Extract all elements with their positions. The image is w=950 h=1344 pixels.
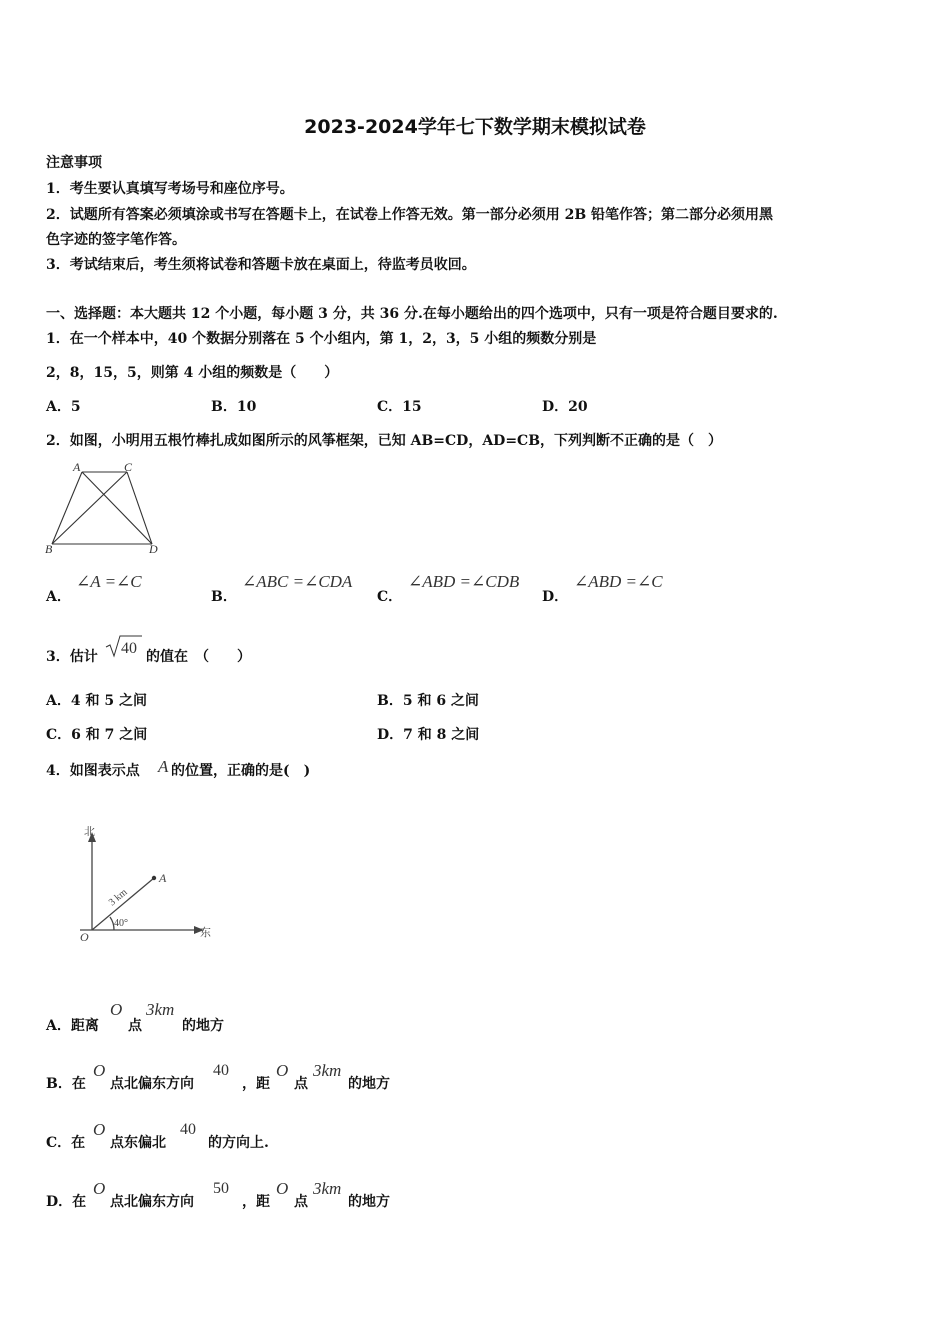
q4-option-b-dian: 点 [294,1076,308,1092]
q2-stem: 2．如图，小明用五根竹棒扎成如图所示的风筝框架，已知 AB=CD，AD=CB，下列判断不正确的是（ ） [46,433,723,449]
q2-option-a-math: ∠A =∠C [76,572,142,591]
q4-option-b-tail: 的地方 [348,1076,390,1092]
q4-option-b-deg: 40 [213,1062,229,1079]
q2-option-d-letter: D． [542,589,569,605]
q4-option-c-deg: 40 [180,1121,196,1138]
q4-option-a-dian: 点 [128,1018,142,1034]
q2-option-a-letter: A． [46,589,71,605]
q4-option-d-letter: D．在 [46,1194,87,1210]
q4-option-c-o: O [93,1120,106,1139]
q4-option-b-dist: 3km [313,1061,342,1080]
q4-option-d-tail: 的地方 [348,1194,390,1210]
q4-option-a-letter: A．距离 [46,1018,99,1034]
q3-radicand: 40 [121,640,137,657]
notice-item-3: 3．考试结束后，考生须将试卷和答题卡放在桌面上，待监考员收回。 [46,257,476,273]
q3-stem-prefix: 3．估计 [46,649,98,665]
point-a-label: A [159,871,167,885]
q4-option-d-o: O [93,1179,106,1198]
q4-option-b-comma: ，距 [242,1076,270,1092]
q4-option-c-letter: C．在 [46,1135,86,1151]
q4-option-a-o: O [110,1000,123,1019]
q2-kite-figure [44,460,168,558]
notice-item-2: 2．试题所有答案必须填涂或书写在答题卡上，在试卷上作答无效。第一部分必须用 2B 铅笔作答；第二部分必须用黑 [46,207,774,223]
q1-stem-line1: 1．在一个样本中，40 个数据分别落在 5 个小组内，第 1，2，3，5 小组的频数分别是 [46,331,597,347]
kite-label-c: C [124,460,133,474]
q1-option-c: C．15 [377,399,422,415]
q4-stem-point: A [158,757,169,776]
kite-label-d: D [149,542,158,556]
q1-stem-line2: 2，8，15，5，则第 4 小组的频数是（ ） [46,365,339,381]
q4-direction-figure [76,820,216,946]
q2-option-c-math: ∠ABD =∠CDB [408,572,520,591]
q4-option-b-o: O [93,1061,106,1080]
q3-option-b: B．5 和 6 之间 [377,693,479,709]
kite-label-b: B [45,542,53,556]
q4-option-d-dir: 点北偏东方向 [110,1194,194,1210]
q4-option-b-o2: O [276,1061,289,1080]
q4-option-a-dist: 3km [146,1000,175,1019]
q4-option-d-dian: 点 [294,1194,308,1210]
q4-option-b-letter: B．在 [46,1076,86,1092]
q4-stem-suffix: 的位置，正确的是( ) [171,763,311,779]
notice-item-1: 1．考生要认真填写考场号和座位序号。 [46,181,294,197]
q3-option-a: A．4 和 5 之间 [46,693,147,709]
page-title: 2023-2024学年七下数学期末模拟试卷 [304,116,646,138]
q4-option-b-dir: 点北偏东方向 [110,1076,194,1092]
q4-option-d-dist: 3km [313,1179,342,1198]
notice-item-2-cont: 色字迹的签字笔作答。 [46,232,186,248]
q3-stem-suffix: 的值在 （ ） [146,649,251,665]
kite-label-a: A [73,460,81,474]
q1-option-b: B．10 [211,399,257,415]
q3-option-d: D．7 和 8 之间 [377,727,480,743]
q3-sqrt [104,633,144,659]
q2-option-b-letter: B． [211,589,237,605]
north-label: 北 [84,826,95,838]
q4-option-d-deg: 50 [213,1180,229,1197]
angle-label: 40° [114,918,128,929]
q4-option-d-o2: O [276,1179,289,1198]
east-label: 东 [200,927,211,939]
origin-label: O [80,930,89,944]
q4-option-a-tail: 的地方 [182,1018,224,1034]
q2-option-c-letter: C． [377,589,403,605]
q2-option-d-math: ∠ABD =∠C [574,572,663,591]
q4-option-c-tail: 的方向上. [208,1135,269,1151]
section-header: 一、选择题：本大题共 12 个小题，每小题 3 分，共 36 分.在每小题给出的四个选项中，只有一项是符合题目要求的. [46,306,778,322]
notice-heading: 注意事项 [46,155,102,171]
q4-option-d-comma: ，距 [242,1194,270,1210]
q3-option-c: C．6 和 7 之间 [46,727,148,743]
q4-stem-prefix: 4．如图表示点 [46,763,140,779]
q1-option-d: D．20 [542,399,588,415]
distance-label: 3 km [106,886,130,909]
q4-option-c-dir: 点东偏北 [110,1135,166,1151]
q2-option-b-math: ∠ABC =∠CDA [242,572,353,591]
q1-option-a: A．5 [46,399,81,415]
